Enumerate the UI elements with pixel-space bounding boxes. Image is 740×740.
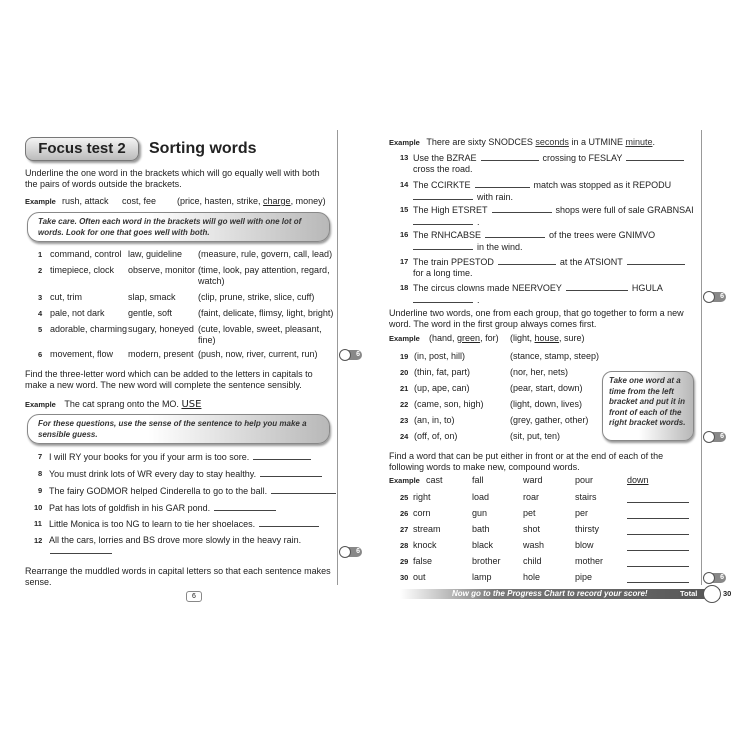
word: stream xyxy=(413,524,441,534)
score-box xyxy=(703,431,727,443)
answer-blank[interactable] xyxy=(626,152,684,161)
tip-box: Take one word at a time from the left bracket and put it in front of each of the right bracket words. xyxy=(602,371,694,441)
s2-instruction: Find the three-letter word which can be added to the letters in capitals to make a new word. The new word will complete the sentence sensibly. xyxy=(25,369,313,390)
word-pair: cut, trim xyxy=(50,292,83,302)
score-box xyxy=(339,546,363,558)
word: stairs xyxy=(575,492,597,502)
answer-blank[interactable] xyxy=(413,191,473,200)
answer-options[interactable]: (cute, lovable, sweet, pleasant, fine) xyxy=(198,324,322,345)
question-text xyxy=(49,451,311,463)
example-label: Example xyxy=(389,334,420,343)
word: wash xyxy=(523,540,545,550)
question-number: 23 xyxy=(400,416,409,425)
answer-blank[interactable] xyxy=(498,256,556,265)
s3-instruction: Rearrange the muddled words in capital letters so that each sentence makes sense. xyxy=(25,566,331,587)
second-group[interactable]: (sit, put, ten) xyxy=(510,431,561,441)
sentence-part: cross the road. xyxy=(413,164,473,174)
word: blow xyxy=(575,540,594,550)
question-number: 5 xyxy=(38,325,43,334)
s5-example xyxy=(389,475,699,486)
answer-blank[interactable] xyxy=(566,282,628,291)
question-number: 19 xyxy=(400,352,409,361)
word: thirsty xyxy=(575,524,600,534)
question-number: 9 xyxy=(38,486,43,495)
word-pair: timepiece, clock xyxy=(50,265,115,275)
answer-blank[interactable] xyxy=(627,566,689,567)
total-max: 30 xyxy=(723,589,732,598)
question-line xyxy=(413,152,684,164)
score-circle[interactable] xyxy=(703,291,715,303)
example-answer: USE xyxy=(181,399,202,410)
word: out xyxy=(413,572,426,582)
example-word: pour xyxy=(575,475,594,485)
question-line-2 xyxy=(413,216,480,228)
example-text: in a UTMINE xyxy=(568,137,626,147)
question-line-2 xyxy=(413,268,473,279)
example-word: fall xyxy=(472,475,484,485)
word: pet xyxy=(523,508,536,518)
second-group[interactable]: (stance, stamp, steep) xyxy=(510,351,600,361)
word: pipe xyxy=(575,572,593,582)
s4-instruction: Underline two words, one from each group, that go together to form a new word. The word in the first group always comes first. xyxy=(389,308,684,329)
second-group[interactable]: (pear, start, down) xyxy=(510,383,583,393)
example-sentence: The cat sprang onto the MO. xyxy=(64,399,179,409)
score-box xyxy=(339,349,363,361)
question-number: 26 xyxy=(400,509,409,518)
answer-options[interactable]: (clip, prune, strike, slice, cuff) xyxy=(198,292,315,302)
score-circle[interactable] xyxy=(703,431,715,443)
example-label: Example xyxy=(389,476,420,485)
word: lamp xyxy=(472,572,492,582)
question-number: 15 xyxy=(400,205,409,214)
question-number: 12 xyxy=(34,536,43,545)
example-text: , sure) xyxy=(559,333,585,343)
s2-example xyxy=(25,399,201,410)
question-number: 14 xyxy=(400,180,409,189)
word: brother xyxy=(472,556,501,566)
sentence-part: The train PPESTOD xyxy=(413,257,494,267)
word: right xyxy=(413,492,431,502)
question-number: 16 xyxy=(400,230,409,239)
score-circle[interactable] xyxy=(339,546,351,558)
word-pair: movement, flow xyxy=(50,349,114,359)
sentence-part: match was stopped as it REPODU xyxy=(533,180,672,190)
answer-blank[interactable] xyxy=(413,216,473,225)
question-text xyxy=(49,485,336,497)
score-box xyxy=(703,291,727,303)
answer-blank[interactable] xyxy=(271,485,336,494)
example-text: (hand, xyxy=(429,333,458,343)
s5-instruction: Find a word that can be put either in front or at the end of each of the following words to make new, compound words. xyxy=(389,451,664,472)
word-pair: command, control xyxy=(50,249,122,259)
word-pair: slap, smack xyxy=(128,292,176,302)
question-number: 3 xyxy=(38,293,43,302)
answer-blank[interactable] xyxy=(214,502,276,511)
question-number: 24 xyxy=(400,432,409,441)
sentence-part: The circus clowns made NEERVOEY xyxy=(413,283,562,293)
word-pair: pale, not dark xyxy=(50,308,105,318)
first-group[interactable]: (up, ape, can) xyxy=(414,383,470,393)
example-answer: seconds xyxy=(535,137,569,147)
example-pair-1: rush, attack xyxy=(62,196,109,206)
question-text xyxy=(49,468,322,480)
score-box xyxy=(703,572,727,584)
example-answer: green xyxy=(457,333,481,343)
second-group[interactable]: (light, down, lives) xyxy=(510,399,583,409)
example-text: , for) xyxy=(480,333,499,343)
word-pair: adorable, charming xyxy=(50,324,128,334)
sentence-part: The RNHCABSE xyxy=(413,230,482,240)
question-number: 2 xyxy=(38,266,43,275)
page-number: 6 xyxy=(186,591,202,602)
question-number: 11 xyxy=(34,519,42,528)
second-group[interactable]: (nor, her, nets) xyxy=(510,367,569,377)
page-title: Sorting words xyxy=(149,140,257,157)
first-group[interactable]: (off, of, on) xyxy=(414,431,458,441)
question-number: 13 xyxy=(400,153,409,162)
total-label: Total xyxy=(680,589,698,598)
s4-example xyxy=(389,333,585,344)
answer-options[interactable]: (faint, delicate, flimsy, light, bright) xyxy=(198,308,334,318)
answer-blank[interactable] xyxy=(481,152,539,161)
sentence-part: of the trees were GNIMVO xyxy=(549,230,656,240)
word: knock xyxy=(413,540,437,550)
word-pair: gentle, soft xyxy=(128,308,173,318)
example-word: cast xyxy=(426,475,443,485)
score-max: 6 xyxy=(709,573,726,583)
sentence-part: in the wind. xyxy=(477,242,523,252)
question-number: 10 xyxy=(34,503,43,512)
sentence-part: at the ATSIONT xyxy=(559,257,623,267)
example-answer: down xyxy=(627,475,649,485)
answer-blank[interactable] xyxy=(253,451,311,460)
question-number: 27 xyxy=(400,525,409,534)
example-text: There are sixty SNODCES xyxy=(426,137,536,147)
word-pair: modern, present xyxy=(128,349,194,359)
word: child xyxy=(523,556,542,566)
answer-blank[interactable] xyxy=(413,294,473,303)
word: per xyxy=(575,508,589,518)
progress-message: Now go to the Progress Chart to record your score! xyxy=(452,589,648,598)
word: black xyxy=(472,540,494,550)
word: gun xyxy=(472,508,488,518)
score-max: 6 xyxy=(709,292,726,302)
word: false xyxy=(413,556,433,566)
question-text xyxy=(49,502,276,514)
question-line-2 xyxy=(413,241,523,253)
sentence-part: crossing to FESLAY xyxy=(542,153,623,163)
sentence-part: shops were full of sale GRABNSAI xyxy=(555,205,694,215)
sentence: Pat has lots of goldfish in his GAR pond. xyxy=(49,503,211,513)
answer-blank[interactable] xyxy=(50,545,112,557)
second-group[interactable]: (grey, gather, other) xyxy=(510,415,589,425)
sentence: You must drink lots of WR every day to stay healthy. xyxy=(49,469,257,479)
question-number: 4 xyxy=(38,309,43,318)
word: shot xyxy=(523,524,541,534)
answer-options[interactable]: (push, now, river, current, run) xyxy=(198,349,318,359)
sentence-part: HGULA xyxy=(631,283,663,293)
question-number: 6 xyxy=(38,350,43,359)
example-answer: minute xyxy=(625,137,653,147)
example-pair-2: cost, fee xyxy=(122,196,157,206)
word-pair: sugary, honeyed xyxy=(128,324,194,334)
answer-blank[interactable] xyxy=(485,229,545,238)
tip-box: Take care. Often each word in the brackets will go well with one lot of words. Look for one that goes well with both. xyxy=(27,212,330,242)
answer-blank[interactable] xyxy=(492,204,552,213)
word: load xyxy=(472,492,490,502)
example-answer: charge xyxy=(263,196,291,206)
answer-options[interactable]: (time, look, pay attention, regard, watch) xyxy=(198,265,330,286)
sentence-part: . xyxy=(477,217,480,227)
word: hole xyxy=(523,572,541,582)
example-text: (light, xyxy=(510,333,535,343)
score-max: 6 xyxy=(709,432,726,442)
word-pair: observe, monitor xyxy=(128,265,196,275)
word: roar xyxy=(523,492,540,502)
question-line xyxy=(413,256,685,268)
answer-blank[interactable] xyxy=(413,241,473,250)
question-number: 30 xyxy=(400,573,409,582)
answer-blank[interactable] xyxy=(627,256,685,265)
sentence: Little Monica is too NG to learn to tie her shoelaces. xyxy=(49,519,256,529)
example-options: (price, hasten, strike, xyxy=(177,196,264,206)
first-group[interactable]: (an, in, to) xyxy=(414,415,455,425)
question-text xyxy=(49,535,301,546)
sentence: The fairy GODMOR helped Cinderella to go to the ball. xyxy=(49,486,268,496)
question-text xyxy=(49,518,319,530)
left-margin-line xyxy=(337,130,338,585)
question-line-2 xyxy=(413,164,473,175)
example-word: ward xyxy=(523,475,543,485)
answer-blank[interactable] xyxy=(627,518,689,519)
total-score-circle[interactable] xyxy=(703,585,721,603)
sentence: All the cars, lorries and BS drove more slowly in the heavy rain. xyxy=(49,535,302,545)
sentence: I will RY your books for you if your arm is too sore. xyxy=(49,452,250,462)
word: bath xyxy=(472,524,490,534)
question-number: 20 xyxy=(400,368,409,377)
question-number: 28 xyxy=(400,541,409,550)
example-options-end: , money) xyxy=(290,196,326,206)
answer-blank[interactable] xyxy=(475,179,530,188)
question-line xyxy=(413,179,671,191)
sentence-part: . xyxy=(477,295,480,305)
example-label: Example xyxy=(25,400,56,409)
answer-blank[interactable] xyxy=(627,502,689,503)
score-circle[interactable] xyxy=(339,349,351,361)
example-text: . xyxy=(652,137,655,147)
sentence-part: Use the BZRAE xyxy=(413,153,477,163)
s1-example xyxy=(25,196,326,207)
word: mother xyxy=(575,556,604,566)
s3-example xyxy=(389,137,655,148)
question-number: 8 xyxy=(38,469,43,478)
word: corn xyxy=(413,508,431,518)
first-group[interactable]: (thin, fat, part) xyxy=(414,367,471,377)
question-number: 1 xyxy=(38,250,43,259)
word-pair: law, guideline xyxy=(128,249,183,259)
s1-instruction: Underline the one word in the brackets which will go equally well with both the pairs of words outside the brackets. xyxy=(25,168,320,189)
example-label: Example xyxy=(389,138,420,147)
question-line xyxy=(413,204,694,216)
badge-text: Focus test 2 xyxy=(38,140,126,157)
question-line-2 xyxy=(413,294,480,306)
question-number: 7 xyxy=(38,452,43,461)
sentence-part: for a long time. xyxy=(413,268,473,278)
question-number: 25 xyxy=(400,493,409,502)
first-group[interactable]: (came, son, high) xyxy=(414,399,484,409)
right-margin-line xyxy=(701,130,702,585)
first-group[interactable]: (in, post, hill) xyxy=(414,351,466,361)
sentence-part: The CCIRKTE xyxy=(413,180,471,190)
answer-blank[interactable] xyxy=(627,550,689,551)
focus-test-badge xyxy=(25,137,139,161)
answer-blank[interactable] xyxy=(260,468,322,477)
score-max: 6 xyxy=(345,350,362,360)
tip-box: For these questions, use the sense of the sentence to help you make a sensible guess. xyxy=(27,414,330,444)
sentence-part: The High ETSRET xyxy=(413,205,488,215)
question-line xyxy=(413,229,655,241)
question-number: 17 xyxy=(400,257,409,266)
question-number: 18 xyxy=(400,283,409,292)
score-max: 6 xyxy=(345,547,362,557)
question-number: 29 xyxy=(400,557,409,566)
answer-blank[interactable] xyxy=(627,534,689,535)
answer-blank[interactable] xyxy=(259,518,319,527)
question-number: 22 xyxy=(400,400,409,409)
sentence-part: with rain. xyxy=(477,192,514,202)
question-line xyxy=(413,282,663,294)
example-answer: house xyxy=(534,333,560,343)
answer-blank[interactable] xyxy=(627,582,689,583)
score-circle[interactable] xyxy=(703,572,715,584)
question-number: 21 xyxy=(400,384,409,393)
answer-options[interactable]: (measure, rule, govern, call, lead) xyxy=(198,249,333,259)
example-label: Example xyxy=(25,197,56,206)
question-line-2 xyxy=(413,191,513,203)
